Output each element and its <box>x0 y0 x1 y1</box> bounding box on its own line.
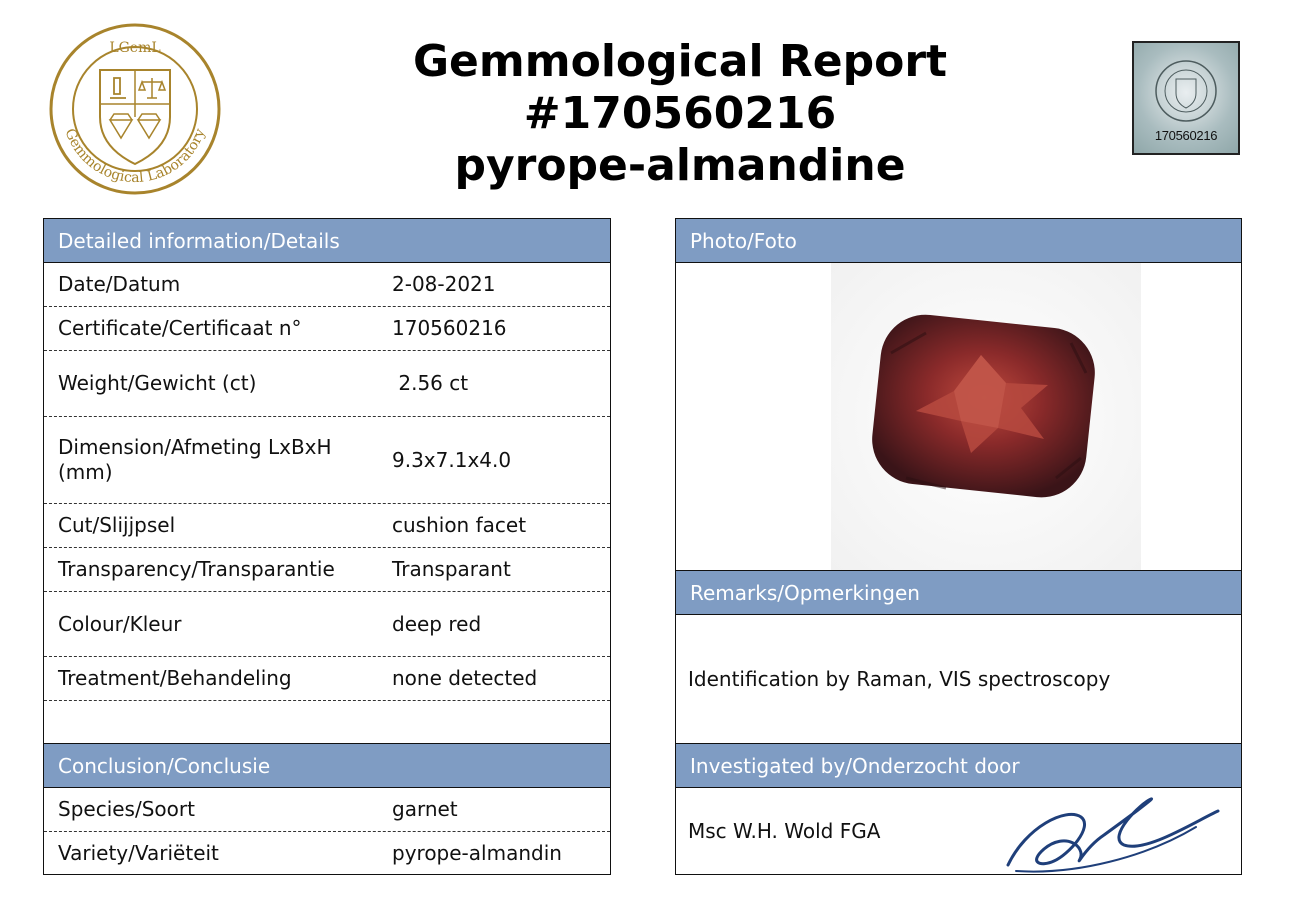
detail-value: cushion facet <box>392 513 527 537</box>
detail-row-colour <box>44 592 610 657</box>
investigated-header-label: Investigated by/Onderzocht door <box>690 753 1020 778</box>
photo-header <box>676 219 1241 263</box>
svg-text:Gemmological Laboratory: Gemmological Laboratory <box>61 126 209 187</box>
detail-row-cut <box>44 504 610 548</box>
svg-text:LGemL: LGemL <box>109 40 161 56</box>
gem-photo-image <box>676 263 1240 571</box>
conclusion-header <box>44 744 610 788</box>
report-number: #170560216 <box>523 88 837 139</box>
conclusion-row-species <box>44 788 610 832</box>
detail-row-weight <box>44 351 610 417</box>
detail-label: Date/Datum <box>58 272 181 296</box>
detail-label: Certificate/Certificaat n° <box>58 316 302 340</box>
remarks-header <box>676 571 1241 615</box>
detail-label: Colour/Kleur <box>58 611 182 636</box>
report-title-line1: Gemmological Report <box>412 36 948 87</box>
detail-row-date <box>44 263 610 307</box>
conclusion-header-label: Conclusion/Conclusie <box>58 753 271 778</box>
remarks-header-label: Remarks/Opmerkingen <box>690 580 920 605</box>
detail-row-certificate <box>44 307 610 351</box>
investigator-name: Msc W.H. Wold FGA <box>688 819 881 843</box>
detail-value: 2-08-2021 <box>392 272 496 296</box>
detail-value: none detected <box>392 666 538 690</box>
report-title <box>330 36 1030 192</box>
detail-label: Treatment/Behandeling <box>58 666 292 690</box>
detail-row-transparency <box>44 548 610 592</box>
report-variety: pyrope-almandine <box>454 140 906 191</box>
detail-value: 9.3x7.1x4.0 <box>392 447 512 472</box>
conclusion-value: pyrope-almandin <box>392 840 562 865</box>
detail-row-dimension <box>44 417 610 504</box>
details-header <box>44 219 610 263</box>
detail-value: Transparant <box>392 557 511 581</box>
detail-label: Cut/Slijjpsel <box>58 513 176 537</box>
photo-header-label: Photo/Foto <box>690 228 797 253</box>
investigated-header <box>676 744 1241 788</box>
hologram-number: 170560216 <box>1154 128 1218 143</box>
hologram-sticker <box>1132 41 1240 155</box>
detail-row-treatment <box>44 657 610 701</box>
detail-value: 2.56 ct <box>392 371 469 395</box>
photo-remarks-panel <box>675 218 1242 875</box>
conclusion-label: Variety/Variëteit <box>58 840 219 865</box>
detail-label: Weight/Gewicht (ct) <box>58 371 257 395</box>
conclusion-label: Species/Soort <box>58 797 195 821</box>
details-header-label: Detailed information/Details <box>58 228 340 253</box>
gem-photo <box>676 263 1241 571</box>
lgeml-logo <box>48 22 222 196</box>
detail-label: Transparency/Transparantie <box>58 557 335 581</box>
remarks-text: Identification by Raman, VIS spectroscopy <box>688 667 1111 691</box>
detail-value: deep red <box>392 611 482 636</box>
conclusion-value: garnet <box>392 797 458 821</box>
detail-row-empty <box>44 701 610 744</box>
detail-label: Dimension/Afmeting LxBxH (mm) <box>58 435 332 484</box>
details-panel <box>43 218 611 875</box>
conclusion-row-variety <box>44 832 610 874</box>
detail-value: 170560216 <box>392 316 507 340</box>
signature <box>996 787 1226 877</box>
